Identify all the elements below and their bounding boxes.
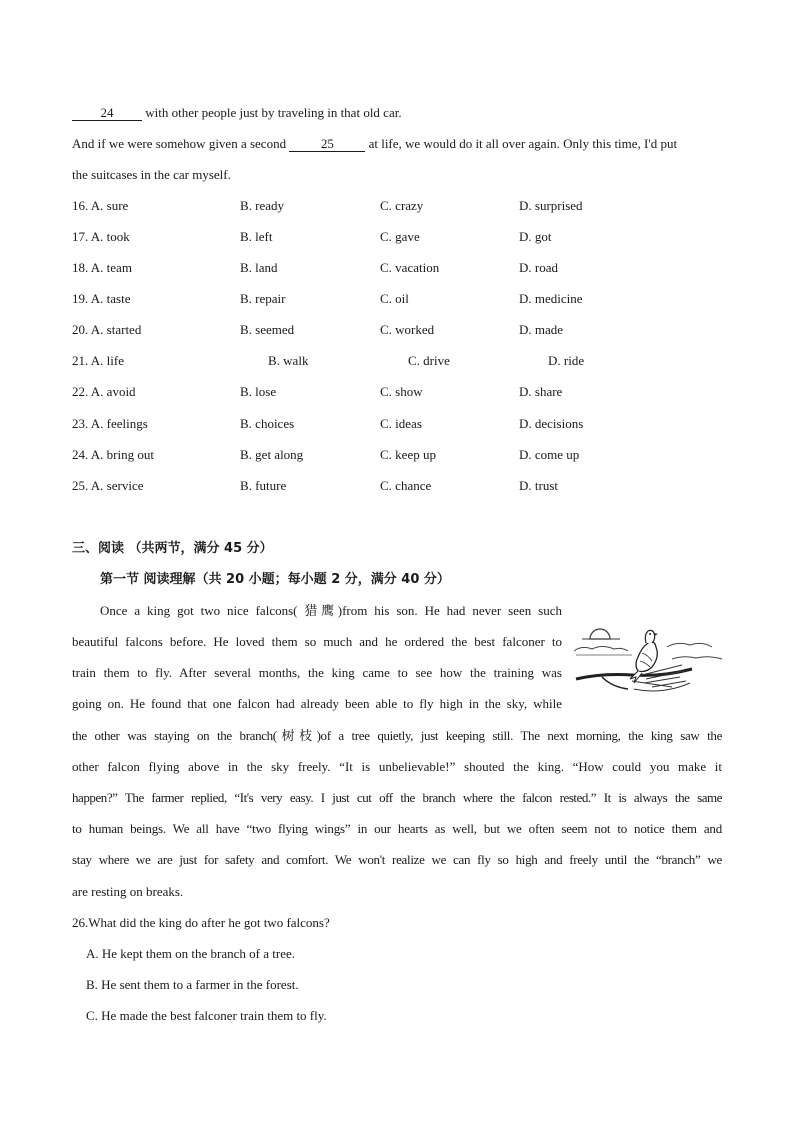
option-row — [72, 353, 732, 369]
option-a[interactable]: 22. A. avoid — [72, 384, 136, 399]
option-c[interactable]: C. oil — [380, 291, 409, 306]
option-a[interactable]: 17. A. took — [72, 229, 130, 244]
option-d[interactable]: D. come up — [519, 447, 580, 462]
option-a[interactable]: 21. A. life — [72, 353, 124, 368]
blank-25[interactable]: 25 — [289, 137, 365, 152]
cloze-line-2 — [72, 136, 677, 152]
option-row — [72, 384, 732, 400]
cloze-line-2-post: at life, we would do it all over again. Only this time, I'd put — [365, 136, 678, 151]
passage-line-5: the other was staying on the branch(树枝)of a tree quietly, just keeping still. The next morning, the king saw the — [72, 728, 722, 743]
blank-24[interactable]: 24 — [72, 106, 142, 121]
option-a[interactable]: 24. A. bring out — [72, 447, 154, 462]
cloze-line-1 — [72, 105, 402, 121]
option-b[interactable]: B. left — [240, 229, 273, 244]
option-b[interactable]: B. seemed — [240, 322, 295, 337]
option-d[interactable]: D. got — [519, 229, 552, 244]
option-d[interactable]: D. made — [519, 322, 564, 337]
option-c[interactable]: C. chance — [380, 478, 432, 493]
option-row — [72, 291, 732, 307]
option-c[interactable]: C. ideas — [380, 416, 422, 431]
option-c[interactable]: C. vacation — [380, 260, 440, 275]
question-26-option-c[interactable]: C. He made the best falconer train them to fly. — [86, 1008, 327, 1023]
passage-line-4: going on. He found that one falcon had already been able to fly high in the sky, while — [72, 696, 562, 711]
option-b[interactable]: B. ready — [240, 198, 285, 213]
option-d[interactable]: D. road — [519, 260, 558, 275]
question-26-stem: 26.What did the king do after he got two falcons? — [72, 915, 330, 930]
option-b[interactable]: B. repair — [240, 291, 286, 306]
option-c[interactable]: C. worked — [380, 322, 435, 337]
option-row — [72, 229, 732, 245]
option-b[interactable]: B. choices — [240, 416, 295, 431]
falcon-illustration — [572, 617, 724, 699]
option-d[interactable]: D. surprised — [519, 198, 583, 213]
option-row — [72, 322, 732, 338]
passage-line-2: beautiful falcons before. He loved them so much and he ordered the best falconer to — [72, 634, 562, 649]
option-b[interactable]: B. lose — [240, 384, 277, 399]
option-b[interactable]: B. land — [240, 260, 278, 275]
passage-line-8: to human beings. We all have “two flying wings” in our hearts as well, but we often seem not to notice them and — [72, 821, 722, 836]
option-d[interactable]: D. decisions — [519, 416, 584, 431]
passage-line-1: Once a king got two nice falcons( 猎鹰)from his son. He had never seen such — [100, 603, 562, 618]
option-row — [72, 260, 732, 276]
option-b[interactable]: B. future — [240, 478, 287, 493]
option-c[interactable]: C. show — [380, 384, 423, 399]
option-c[interactable]: C. crazy — [380, 198, 424, 213]
option-row — [72, 447, 732, 463]
question-26-option-a[interactable]: A. He kept them on the branch of a tree. — [86, 946, 296, 961]
option-c[interactable]: C. gave — [380, 229, 420, 244]
option-a[interactable]: 20. A. started — [72, 322, 142, 337]
passage-line-9: stay where we are just for safety and comfort. We won't realize we can fly so high and freely until the “branch” we — [72, 852, 722, 867]
option-a[interactable]: 23. A. feelings — [72, 416, 148, 431]
option-b[interactable]: B. get along — [240, 447, 304, 462]
passage-line-10: are resting on breaks. — [72, 884, 184, 899]
passage-line-7: happen?” The farmer replied, “It's very easy. I just cut off the branch where the falcon rested.” It is always the same — [72, 790, 722, 805]
option-d[interactable]: D. medicine — [519, 291, 583, 306]
option-c[interactable]: C. drive — [408, 353, 450, 368]
question-26-option-b[interactable]: B. He sent them to a farmer in the forest. — [86, 977, 299, 992]
option-row — [72, 478, 732, 494]
option-d[interactable]: D. ride — [548, 353, 585, 368]
passage-line-3: train them to fly. After several months, the king came to see how the training was — [72, 665, 562, 680]
cloze-line-1-text: with other people just by traveling in that old car. — [142, 105, 402, 120]
cloze-line-2-pre: And if we were somehow given a second — [72, 136, 290, 151]
option-a[interactable]: 25. A. service — [72, 478, 144, 493]
option-a[interactable]: 19. A. taste — [72, 291, 131, 306]
option-d[interactable]: D. share — [519, 384, 563, 399]
subsection-title: 第一节 阅读理解（共 20 小题；每小题 2 分，满分 40 分） — [100, 572, 450, 587]
option-a[interactable]: 18. A. team — [72, 260, 132, 275]
option-row — [72, 416, 732, 432]
option-c[interactable]: C. keep up — [380, 447, 436, 462]
option-b[interactable]: B. walk — [268, 353, 309, 368]
option-d[interactable]: D. trust — [519, 478, 558, 493]
option-a[interactable]: 16. A. sure — [72, 198, 129, 213]
section-title: 三、阅读 （共两节，满分 45 分） — [72, 541, 273, 556]
passage-line-6: other falcon flying above in the sky freely. “It is unbelievable!” shouted the king. “How could you make it — [72, 759, 722, 774]
cloze-line-3: the suitcases in the car myself. — [72, 167, 231, 182]
option-row — [72, 198, 732, 214]
